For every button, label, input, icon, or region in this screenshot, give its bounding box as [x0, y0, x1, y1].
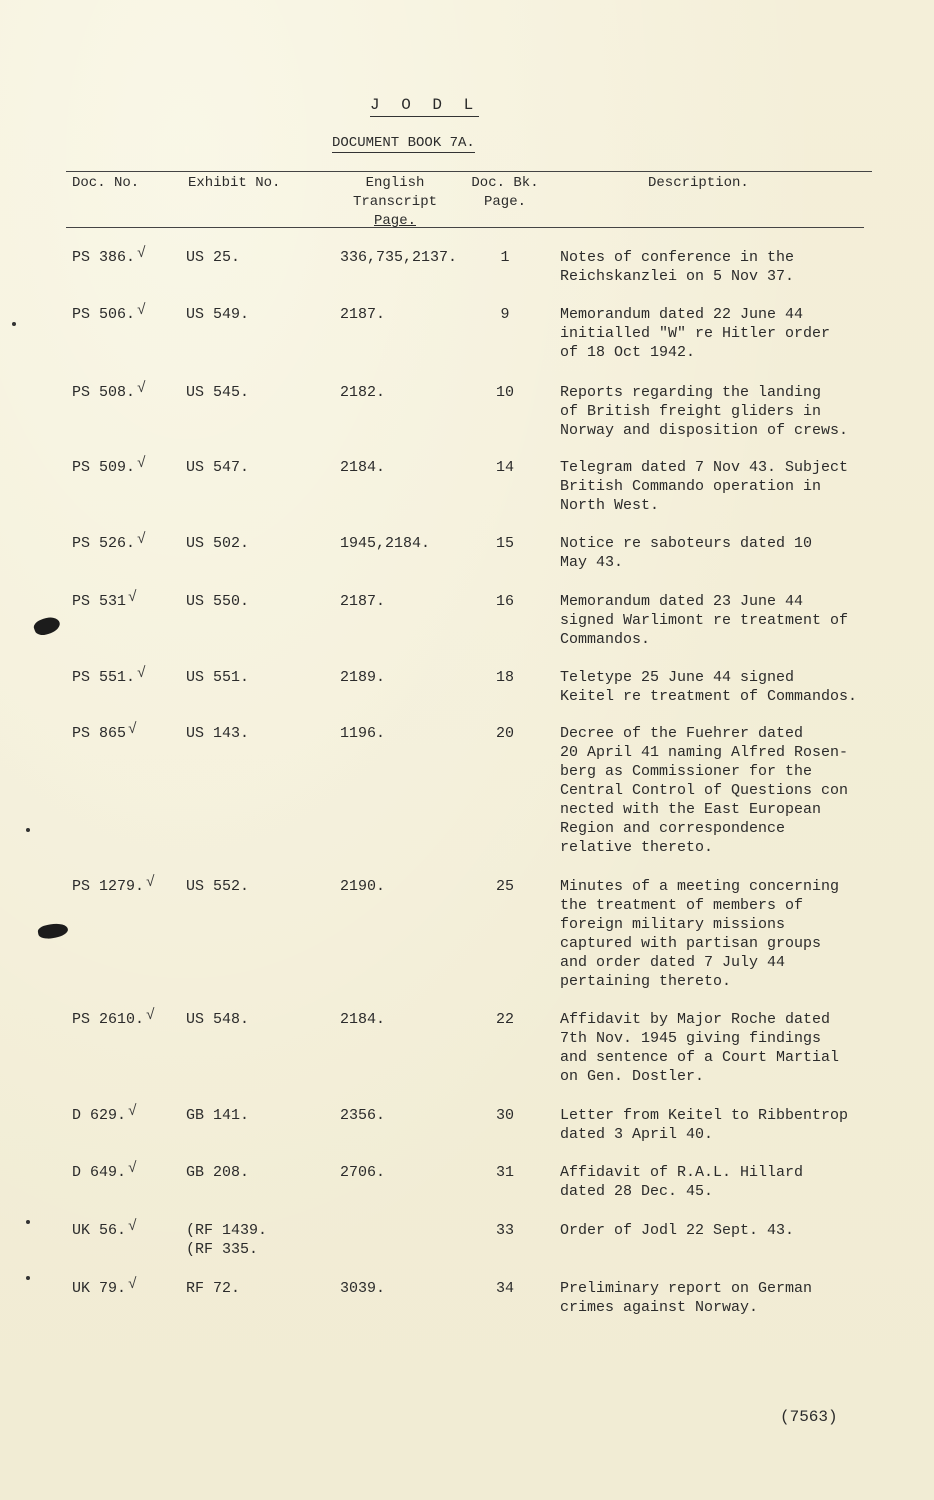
header-transcript-line2: Transcript [352, 194, 437, 210]
transcript-page: 2706. [340, 1164, 386, 1181]
doc-number: UK 56. [72, 1222, 127, 1239]
doc-book-page: 22 [495, 1011, 514, 1028]
transcript-page: 2356. [340, 1107, 386, 1124]
header-doc-no: Doc. No. [72, 175, 140, 191]
exhibit-number: (RF 1439. (RF 335. [186, 1222, 268, 1258]
doc-book-page: 20 [495, 725, 514, 742]
check-mark-icon: √ [137, 455, 147, 472]
doc-book-page: 9 [500, 306, 510, 323]
description: Reports regarding the landing of British freight gliders in Norway and disposition of crews. [560, 384, 849, 439]
check-mark-icon: √ [128, 1103, 138, 1120]
description: Minutes of a meeting concerning the treatment of members of foreign military missions captured with partisan groups and order dated 7 July 44 pertaining thereto. [560, 878, 840, 990]
check-mark-icon: √ [146, 1007, 156, 1024]
transcript-page: 2184. [340, 1011, 386, 1028]
header-transcript-line1: English [365, 175, 425, 191]
doc-book-page: 30 [495, 1107, 514, 1124]
check-mark-icon: √ [128, 1218, 138, 1235]
doc-book-page: 10 [495, 384, 514, 401]
scan-speck [26, 1276, 30, 1280]
doc-number: PS 531 [72, 593, 127, 610]
page-title: J O D L [370, 96, 479, 117]
header-description: Description. [648, 175, 749, 191]
doc-number: PS 526. [72, 535, 136, 552]
exhibit-number: GB 141. [186, 1107, 250, 1124]
exhibit-number: US 548. [186, 1011, 250, 1028]
header-transcript [330, 174, 460, 231]
check-mark-icon: √ [128, 1276, 138, 1293]
description: Decree of the Fuehrer dated 20 April 41 naming Alfred Rosen- berg as Commissioner for the Central Control of Questions con nected with the East European Region and correspondence relative thereto. [560, 725, 849, 856]
transcript-page: 336,735,2137. [340, 249, 458, 266]
description: Affidavit by Major Roche dated 7th Nov. 1945 giving findings and sentence of a Court Martial on Gen. Dostler. [560, 1011, 840, 1085]
transcript-page: 2182. [340, 384, 386, 401]
doc-book-page: 25 [495, 878, 514, 895]
check-mark-icon: √ [137, 531, 147, 548]
transcript-page: 2190. [340, 878, 386, 895]
doc-book-page: 31 [495, 1164, 514, 1181]
transcript-page: 2187. [340, 306, 386, 323]
doc-book-page: 33 [495, 1222, 514, 1239]
header-bottom-rule [66, 227, 864, 228]
document-book-subtitle: DOCUMENT BOOK 7A. [332, 135, 475, 151]
doc-book-page: 16 [495, 593, 514, 610]
exhibit-number: US 551. [186, 669, 250, 686]
exhibit-number: GB 208. [186, 1164, 250, 1181]
exhibit-number: US 143. [186, 725, 250, 742]
exhibit-number: RF 72. [186, 1280, 241, 1297]
check-mark-icon: √ [128, 721, 138, 738]
exhibit-number: US 550. [186, 593, 250, 610]
transcript-page: 3039. [340, 1280, 386, 1297]
doc-book-page: 1 [500, 249, 510, 266]
description: Telegram dated 7 Nov 43. Subject British Commando operation in North West. [560, 459, 849, 514]
description: Memorandum dated 22 June 44 initialled "W" re Hitler order of 18 Oct 1942. [560, 306, 831, 361]
doc-book-page: 14 [495, 459, 514, 476]
doc-number: PS 386. [72, 249, 136, 266]
ink-blot [37, 922, 69, 941]
scan-speck [12, 322, 16, 326]
doc-number: PS 1279. [72, 878, 145, 895]
transcript-page: 2189. [340, 669, 386, 686]
doc-number: D 649. [72, 1164, 127, 1181]
doc-book-page: 34 [495, 1280, 514, 1297]
check-mark-icon: √ [128, 1160, 138, 1177]
exhibit-number: US 545. [186, 384, 250, 401]
doc-number: D 629. [72, 1107, 127, 1124]
header-transcript-line3: Page. [373, 213, 416, 229]
description: Order of Jodl 22 Sept. 43. [560, 1222, 795, 1239]
exhibit-number: US 547. [186, 459, 250, 476]
doc-number: PS 551. [72, 669, 136, 686]
transcript-page: 1196. [340, 725, 386, 742]
doc-number: PS 508. [72, 384, 136, 401]
transcript-page: 1945,2184. [340, 535, 431, 552]
description: Memorandum dated 23 June 44 signed Warlimont re treatment of Commandos. [560, 593, 849, 648]
check-mark-icon: √ [146, 874, 156, 891]
check-mark-icon: √ [128, 589, 138, 606]
header-doc-bk [462, 174, 548, 212]
description: Teletype 25 June 44 signed Keitel re treatment of Commandos. [560, 669, 858, 705]
description: Letter from Keitel to Ribbentrop dated 3 April 40. [560, 1107, 849, 1143]
doc-number: PS 865 [72, 725, 127, 742]
check-mark-icon: √ [137, 380, 147, 397]
transcript-page: 2187. [340, 593, 386, 610]
header-docbk-line1: Doc. Bk. [471, 175, 539, 191]
exhibit-number: US 549. [186, 306, 250, 323]
doc-number: PS 2610. [72, 1011, 145, 1028]
doc-book-page: 15 [495, 535, 514, 552]
header-docbk-line2: Page. [483, 194, 526, 210]
exhibit-number: US 502. [186, 535, 250, 552]
scan-speck [26, 1220, 30, 1224]
transcript-page: 2184. [340, 459, 386, 476]
description: Preliminary report on German crimes against Norway. [560, 1280, 813, 1316]
header-top-rule [66, 171, 872, 172]
page-footer-number: (7563) [780, 1408, 838, 1426]
check-mark-icon: √ [137, 665, 147, 682]
exhibit-number: US 25. [186, 249, 241, 266]
doc-number: UK 79. [72, 1280, 127, 1297]
check-mark-icon: √ [137, 245, 147, 262]
header-exhibit-no: Exhibit No. [188, 175, 281, 191]
doc-number: PS 509. [72, 459, 136, 476]
exhibit-number: US 552. [186, 878, 250, 895]
ink-blot [32, 614, 62, 638]
scan-speck [26, 828, 30, 832]
description: Affidavit of R.A.L. Hillard dated 28 Dec. 45. [560, 1164, 804, 1200]
check-mark-icon: √ [137, 302, 147, 319]
description: Notice re saboteurs dated 10 May 43. [560, 535, 813, 571]
doc-book-page: 18 [495, 669, 514, 686]
description: Notes of conference in the Reichskanzlei on 5 Nov 37. [560, 249, 795, 285]
doc-number: PS 506. [72, 306, 136, 323]
